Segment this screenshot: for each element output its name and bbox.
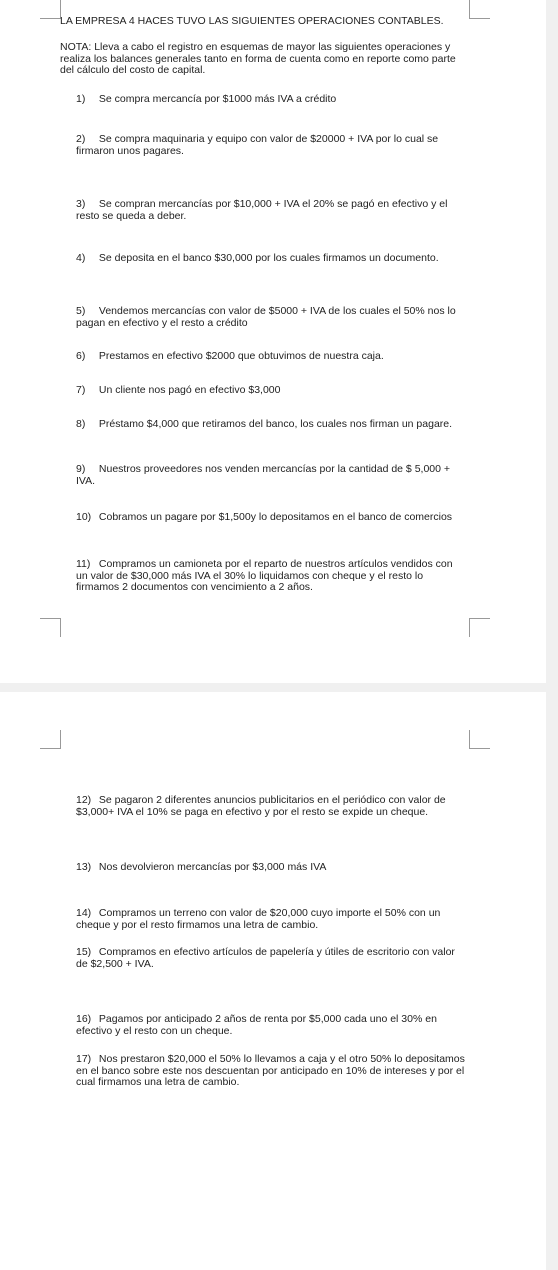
list-item: 3) Se compran mercancías por $10,000 + IVA el 20% se pagó en efectivo y el resto se queda a deber.	[76, 198, 448, 222]
note-paragraph: NOTA: Lleva a cabo el registro en esquemas de mayor las siguientes operaciones y realiza los balances generales tanto en forma de cuenta como en reporte como parte del cálculo del costo de capital.	[60, 41, 456, 76]
list-item: 13) Nos devolvieron mercancías por $3,000 más IVA	[76, 861, 327, 873]
list-item: 2) Se compra maquinaria y equipo con valor de $20000 + IVA por lo cual se firmaron unos pagares.	[76, 133, 439, 157]
crop-mark	[40, 618, 61, 637]
list-item: 7) Un cliente nos pagó en efectivo $3,000	[76, 384, 281, 396]
list-item: 9) Nuestros proveedores nos venden mercancías por la cantidad de $ 5,000 + IVA.	[76, 463, 451, 487]
list-item: 5) Vendemos mercancías con valor de $5000 + IVA de los cuales el 50% nos lo pagan en efectivo y el resto a crédito	[76, 305, 456, 329]
document-title: LA EMPRESA 4 HACES TUVO LAS SIGUIENTES OPERACIONES CONTABLES.	[60, 15, 444, 27]
crop-mark	[469, 730, 490, 749]
list-item: 15) Compramos en efectivo artículos de papelería y útiles de escritorio con valor de $2,500 + IVA.	[76, 946, 455, 970]
list-item: 6) Prestamos en efectivo $2000 que obtuvimos de nuestra caja.	[76, 350, 384, 362]
list-item: 1) Se compra mercancía por $1000 más IVA a crédito	[76, 93, 337, 105]
list-item: 14) Compramos un terreno con valor de $20,000 cuyo importe el 50% con un cheque y por el resto firmamos una letra de cambio.	[76, 907, 441, 931]
list-item: 4) Se deposita en el banco $30,000 por los cuales firmamos un documento.	[76, 252, 439, 264]
list-item: 10) Cobramos un pagare por $1,500y lo depositamos en el banco de comercios	[76, 511, 453, 523]
list-item: 17) Nos prestaron $20,000 el 50% lo llevamos a caja y el otro 50% lo depositamos en el banco sobre este nos descuentan por anticipado en 10% de intereses y por el cual firmamos una letra de cambio.	[76, 1053, 465, 1088]
crop-mark	[40, 730, 61, 749]
list-item: 11) Compramos un camioneta por el reparto de nuestros artículos vendidos con un valor de $30,000 más IVA el 30% lo liquidamos con cheque y el resto lo firmamos 2 documentos con vencimiento a 2 años.	[76, 558, 453, 593]
crop-mark	[469, 618, 490, 637]
crop-mark	[469, 0, 490, 19]
list-item: 12) Se pagaron 2 diferentes anuncios publicitarios en el periódico con valor de $3,000+ IVA el 10% se paga en efectivo y por el resto se expide un cheque.	[76, 794, 446, 818]
document-page-2	[0, 692, 546, 1270]
list-item: 8) Préstamo $4,000 que retiramos del banco, los cuales nos firman un pagare.	[76, 418, 453, 430]
list-item: 16) Pagamos por anticipado 2 años de renta por $5,000 cada uno el 30% en efectivo y el resto con un cheque.	[76, 1013, 437, 1037]
crop-mark	[40, 0, 61, 19]
